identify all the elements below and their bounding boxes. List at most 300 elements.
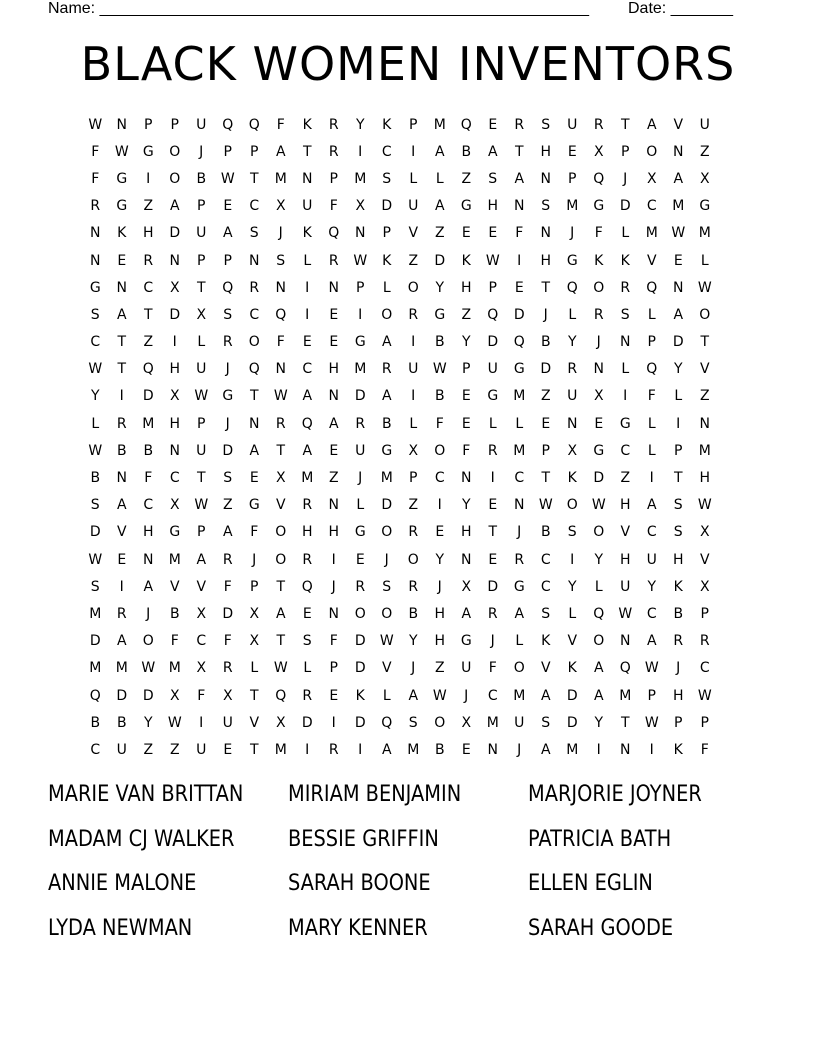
- grid-letter: Q: [646, 361, 658, 378]
- grid-letter: H: [169, 415, 181, 432]
- grid-letter: Q: [328, 225, 340, 242]
- grid-letter: C: [514, 470, 525, 487]
- grid-letter: E: [117, 252, 127, 269]
- grid-letter: E: [541, 415, 551, 432]
- grid-letter: D: [540, 361, 552, 378]
- grid-letter: P: [382, 225, 391, 242]
- grid-letter: K: [673, 741, 683, 758]
- grid-letter: A: [222, 225, 233, 242]
- grid-letter: M: [274, 170, 287, 187]
- grid-letter: K: [567, 660, 577, 677]
- grid-letter: E: [594, 415, 604, 432]
- grid-letter: N: [514, 497, 525, 514]
- grid-letter: Y: [594, 714, 604, 731]
- grid-letter: O: [142, 633, 154, 650]
- grid-letter: E: [514, 279, 524, 296]
- grid-letter: G: [381, 442, 393, 459]
- grid-letter: D: [354, 633, 366, 650]
- grid-letter: Z: [434, 225, 445, 242]
- grid-letter: A: [143, 578, 154, 595]
- grid-letter: V: [381, 660, 392, 677]
- grid-letter: W: [220, 170, 235, 187]
- grid-letter: A: [116, 633, 127, 650]
- grid-letter: P: [197, 524, 206, 541]
- grid-letter: H: [619, 497, 631, 514]
- grid-letter: X: [169, 687, 180, 704]
- grid-letter: S: [567, 524, 577, 541]
- grid-letter: A: [646, 633, 657, 650]
- grid-letter: S: [488, 170, 498, 187]
- grid-letter: H: [619, 551, 631, 568]
- grid-letter: H: [460, 524, 472, 541]
- grid-letter: T: [249, 687, 259, 704]
- grid-letter: R: [222, 334, 233, 351]
- grid-letter: O: [381, 306, 393, 323]
- grid-letter: Y: [461, 334, 471, 351]
- grid-letter: G: [89, 279, 101, 296]
- grid-letter: W: [194, 388, 209, 405]
- grid-letter: W: [671, 225, 686, 242]
- grid-letter: Y: [90, 388, 100, 405]
- grid-letter: I: [596, 741, 601, 758]
- grid-letter: G: [487, 388, 499, 405]
- grid-letter: I: [411, 143, 416, 160]
- grid-letter: X: [275, 470, 286, 487]
- grid-letter: H: [672, 687, 684, 704]
- grid-letter: G: [460, 198, 472, 215]
- grid-letter: Q: [646, 279, 658, 296]
- grid-letter: A: [540, 687, 551, 704]
- grid-letter: C: [169, 470, 180, 487]
- grid-letter: A: [514, 170, 525, 187]
- grid-letter: D: [116, 687, 128, 704]
- grid-letter: C: [90, 741, 101, 758]
- grid-letter: D: [142, 687, 154, 704]
- grid-letter: R: [408, 578, 419, 595]
- grid-letter: T: [700, 334, 710, 351]
- grid-letter: H: [540, 143, 552, 160]
- grid-letter: D: [222, 605, 234, 622]
- grid-letter: S: [90, 578, 100, 595]
- grid-letter: G: [513, 361, 525, 378]
- grid-letter: J: [411, 660, 416, 677]
- grid-letter: C: [434, 470, 445, 487]
- grid-letter: W: [379, 633, 394, 650]
- grid-letter: R: [593, 306, 604, 323]
- grid-letter: E: [355, 551, 365, 568]
- grid-letter: R: [355, 578, 366, 595]
- grid-letter: P: [462, 361, 471, 378]
- grid-letter: A: [275, 143, 286, 160]
- grid-letter: Y: [461, 497, 471, 514]
- grid-letter: W: [88, 361, 103, 378]
- grid-letter: X: [699, 170, 710, 187]
- grid-letter: Z: [620, 470, 631, 487]
- grid-letter: Z: [169, 741, 180, 758]
- grid-letter: U: [567, 116, 578, 133]
- grid-letter: S: [90, 306, 100, 323]
- grid-letter: Z: [408, 497, 419, 514]
- grid-letter: R: [302, 687, 313, 704]
- grid-letter: Q: [142, 361, 154, 378]
- grid-letter: T: [276, 442, 286, 459]
- word-list-item: SARAH BOONE: [288, 871, 431, 896]
- grid-letter: M: [619, 687, 632, 704]
- grid-letter: L: [303, 660, 312, 677]
- grid-letter: N: [620, 334, 631, 351]
- grid-letter: U: [355, 442, 366, 459]
- grid-letter: I: [358, 143, 363, 160]
- grid-letter: Y: [594, 551, 604, 568]
- grid-letter: R: [620, 279, 631, 296]
- grid-letter: L: [674, 388, 683, 405]
- grid-letter: A: [328, 415, 339, 432]
- grid-letter: U: [408, 198, 419, 215]
- grid-letter: E: [249, 470, 259, 487]
- grid-letter: E: [329, 306, 339, 323]
- grid-letter: W: [273, 388, 288, 405]
- grid-letter: C: [196, 633, 207, 650]
- grid-letter: S: [302, 633, 312, 650]
- grid-letter: X: [222, 687, 233, 704]
- grid-letter: A: [249, 442, 260, 459]
- grid-letter: W: [88, 551, 103, 568]
- grid-letter: B: [434, 388, 445, 405]
- grid-letter: D: [381, 497, 393, 514]
- grid-letter: N: [328, 388, 339, 405]
- grid-letter: Y: [408, 633, 418, 650]
- grid-letter: M: [168, 551, 181, 568]
- grid-letter: T: [249, 170, 259, 187]
- grid-letter: V: [249, 714, 260, 731]
- grid-letter: S: [541, 714, 551, 731]
- grid-letter: M: [698, 225, 711, 242]
- grid-letter: C: [381, 143, 392, 160]
- grid-letter: F: [91, 170, 100, 187]
- grid-letter: G: [593, 198, 605, 215]
- grid-letter: X: [196, 605, 207, 622]
- grid-letter: J: [596, 334, 601, 351]
- grid-letter: D: [354, 714, 366, 731]
- grid-letter: V: [116, 524, 127, 541]
- grid-letter: N: [169, 252, 180, 269]
- grid-letter: W: [88, 116, 103, 133]
- grid-letter: V: [169, 578, 180, 595]
- grid-letter: J: [225, 361, 230, 378]
- grid-letter: P: [647, 687, 656, 704]
- grid-letter: D: [89, 633, 101, 650]
- grid-letter: E: [488, 225, 498, 242]
- grid-letter: E: [461, 741, 471, 758]
- grid-letter: B: [90, 470, 101, 487]
- grid-letter: H: [460, 279, 472, 296]
- word-list-item: MARY KENNER: [288, 915, 428, 941]
- grid-letter: S: [541, 198, 551, 215]
- grid-letter: M: [433, 116, 446, 133]
- grid-letter: N: [540, 170, 551, 187]
- grid-letter: I: [331, 551, 336, 568]
- grid-letter: P: [144, 116, 153, 133]
- grid-letter: M: [513, 388, 526, 405]
- grid-letter: J: [384, 551, 389, 568]
- grid-letter: X: [699, 578, 710, 595]
- grid-letter: G: [116, 198, 128, 215]
- grid-letter: B: [540, 524, 551, 541]
- grid-letter: J: [225, 415, 230, 432]
- grid-letter: G: [434, 306, 446, 323]
- grid-letter: A: [461, 605, 472, 622]
- grid-letter: J: [252, 551, 257, 568]
- grid-letter: A: [169, 198, 180, 215]
- grid-letter: E: [223, 741, 233, 758]
- grid-letter: N: [620, 741, 631, 758]
- grid-letter: I: [649, 470, 654, 487]
- grid-letter: Z: [461, 170, 472, 187]
- grid-letter: M: [486, 714, 499, 731]
- grid-letter: L: [568, 605, 577, 622]
- grid-letter: Z: [143, 198, 154, 215]
- grid-letter: X: [249, 633, 260, 650]
- grid-letter: M: [513, 687, 526, 704]
- grid-letter: F: [276, 334, 285, 351]
- grid-letter: P: [356, 279, 365, 296]
- grid-letter: T: [117, 361, 127, 378]
- grid-letter: A: [593, 687, 604, 704]
- grid-letter: H: [487, 198, 499, 215]
- grid-letter: R: [408, 524, 419, 541]
- grid-letter: O: [434, 714, 446, 731]
- grid-letter: R: [355, 415, 366, 432]
- grid-letter: X: [169, 388, 180, 405]
- grid-letter: T: [276, 578, 286, 595]
- grid-letter: G: [142, 143, 154, 160]
- grid-letter: D: [672, 334, 684, 351]
- grid-letter: C: [487, 687, 498, 704]
- grid-letter: L: [594, 578, 603, 595]
- grid-letter: Q: [381, 714, 393, 731]
- grid-letter: L: [382, 279, 391, 296]
- grid-letter: Y: [647, 578, 657, 595]
- grid-letter: D: [566, 714, 578, 731]
- grid-letter: B: [169, 605, 180, 622]
- grid-letter: R: [328, 252, 339, 269]
- grid-letter: D: [169, 306, 181, 323]
- grid-letter: Z: [222, 497, 233, 514]
- grid-letter: A: [646, 116, 657, 133]
- grid-letter: W: [538, 497, 553, 514]
- grid-letter: Z: [461, 306, 472, 323]
- grid-letter: J: [517, 524, 522, 541]
- grid-letter: F: [223, 633, 232, 650]
- grid-letter: T: [302, 143, 312, 160]
- grid-letter: T: [276, 633, 286, 650]
- grid-letter: A: [275, 605, 286, 622]
- grid-letter: C: [302, 361, 313, 378]
- grid-letter: S: [673, 524, 683, 541]
- grid-letter: O: [513, 660, 525, 677]
- grid-letter: D: [142, 388, 154, 405]
- grid-letter: F: [329, 198, 338, 215]
- grid-letter: U: [408, 361, 419, 378]
- grid-letter: F: [91, 143, 100, 160]
- grid-letter: V: [699, 361, 710, 378]
- grid-letter: C: [143, 279, 154, 296]
- grid-letter: B: [673, 605, 684, 622]
- grid-letter: N: [116, 116, 127, 133]
- grid-letter: L: [435, 170, 444, 187]
- grid-letter: L: [700, 252, 709, 269]
- grid-letter: A: [487, 143, 498, 160]
- grid-letter: C: [249, 306, 260, 323]
- grid-letter: N: [593, 361, 604, 378]
- grid-letter: Z: [434, 660, 445, 677]
- grid-letter: E: [488, 497, 498, 514]
- grid-letter: M: [672, 198, 685, 215]
- grid-letter: R: [328, 116, 339, 133]
- grid-letter: A: [540, 741, 551, 758]
- grid-letter: P: [250, 578, 259, 595]
- grid-letter: Q: [301, 578, 313, 595]
- grid-letter: S: [90, 497, 100, 514]
- grid-letter: R: [408, 306, 419, 323]
- grid-letter: D: [381, 198, 393, 215]
- grid-letter: K: [673, 578, 683, 595]
- grid-letter: T: [249, 741, 259, 758]
- grid-letter: Q: [460, 116, 472, 133]
- grid-letter: P: [170, 116, 179, 133]
- grid-letter: Q: [593, 605, 605, 622]
- grid-letter: P: [197, 252, 206, 269]
- grid-letter: O: [566, 497, 578, 514]
- grid-letter: T: [673, 470, 683, 487]
- grid-letter: T: [196, 279, 206, 296]
- grid-letter: U: [116, 741, 127, 758]
- grid-letter: W: [591, 497, 606, 514]
- word-list-item: ANNIE MALONE: [48, 871, 197, 896]
- grid-letter: I: [623, 388, 628, 405]
- grid-letter: T: [541, 279, 551, 296]
- grid-letter: K: [302, 116, 312, 133]
- grid-letter: E: [329, 442, 339, 459]
- grid-letter: Q: [513, 334, 525, 351]
- grid-letter: U: [196, 116, 207, 133]
- grid-letter: C: [646, 198, 657, 215]
- page-title: BLACK WOMEN INVENTORS: [80, 37, 736, 91]
- grid-letter: V: [275, 497, 286, 514]
- grid-letter: A: [673, 170, 684, 187]
- grid-letter: I: [146, 170, 151, 187]
- grid-letter: P: [541, 442, 550, 459]
- grid-letter: Y: [567, 334, 577, 351]
- grid-letter: E: [435, 524, 445, 541]
- grid-letter: I: [305, 279, 310, 296]
- grid-letter: N: [673, 279, 684, 296]
- grid-letter: N: [328, 279, 339, 296]
- grid-letter: B: [196, 170, 207, 187]
- grid-letter: U: [196, 361, 207, 378]
- grid-letter: V: [673, 116, 684, 133]
- grid-letter: V: [540, 660, 551, 677]
- grid-letter: H: [328, 361, 340, 378]
- grid-letter: L: [303, 252, 312, 269]
- grid-letter: I: [517, 252, 522, 269]
- grid-letter: Z: [540, 388, 551, 405]
- grid-letter: C: [143, 497, 154, 514]
- grid-letter: M: [89, 605, 102, 622]
- grid-letter: F: [647, 388, 656, 405]
- grid-letter: N: [699, 415, 710, 432]
- grid-letter: E: [302, 334, 312, 351]
- grid-letter: N: [514, 198, 525, 215]
- grid-letter: K: [567, 470, 577, 487]
- grid-letter: P: [674, 442, 683, 459]
- grid-letter: W: [114, 143, 129, 160]
- grid-letter: W: [697, 687, 712, 704]
- grid-letter: K: [302, 225, 312, 242]
- grid-letter: W: [273, 660, 288, 677]
- grid-letter: V: [567, 633, 578, 650]
- grid-letter: R: [222, 660, 233, 677]
- grid-letter: H: [434, 605, 446, 622]
- grid-letter: Y: [567, 578, 577, 595]
- grid-letter: A: [302, 442, 313, 459]
- grid-letter: O: [381, 524, 393, 541]
- grid-letter: N: [567, 415, 578, 432]
- grid-letter: N: [673, 143, 684, 160]
- grid-letter: T: [620, 116, 630, 133]
- grid-letter: I: [490, 470, 495, 487]
- grid-letter: M: [645, 225, 658, 242]
- grid-letter: D: [566, 687, 578, 704]
- grid-letter: T: [117, 334, 127, 351]
- grid-letter: I: [331, 714, 336, 731]
- grid-letter: D: [169, 225, 181, 242]
- grid-letter: L: [647, 415, 656, 432]
- grid-letter: S: [541, 116, 551, 133]
- grid-letter: A: [434, 143, 445, 160]
- grid-letter: G: [460, 633, 472, 650]
- grid-letter: J: [278, 225, 283, 242]
- grid-letter: J: [146, 605, 151, 622]
- grid-letter: J: [199, 143, 204, 160]
- grid-letter: U: [699, 116, 710, 133]
- grid-letter: P: [621, 143, 630, 160]
- grid-letter: F: [435, 415, 444, 432]
- grid-letter: N: [487, 741, 498, 758]
- grid-letter: M: [115, 660, 128, 677]
- grid-letter: S: [541, 605, 551, 622]
- grid-letter: O: [646, 143, 658, 160]
- grid-letter: W: [485, 252, 500, 269]
- grid-letter: L: [647, 442, 656, 459]
- grid-letter: W: [644, 714, 659, 731]
- grid-letter: B: [381, 415, 392, 432]
- grid-letter: R: [699, 633, 710, 650]
- grid-letter: A: [408, 687, 419, 704]
- grid-letter: W: [697, 497, 712, 514]
- grid-letter: R: [249, 279, 260, 296]
- grid-letter: H: [540, 252, 552, 269]
- grid-letter: D: [487, 334, 499, 351]
- grid-letter: N: [275, 361, 286, 378]
- grid-letter: C: [646, 605, 657, 622]
- grid-letter: E: [673, 252, 683, 269]
- grid-letter: T: [488, 524, 498, 541]
- grid-letter: G: [619, 415, 631, 432]
- grid-letter: D: [354, 660, 366, 677]
- grid-letter: N: [90, 225, 101, 242]
- grid-letter: W: [644, 660, 659, 677]
